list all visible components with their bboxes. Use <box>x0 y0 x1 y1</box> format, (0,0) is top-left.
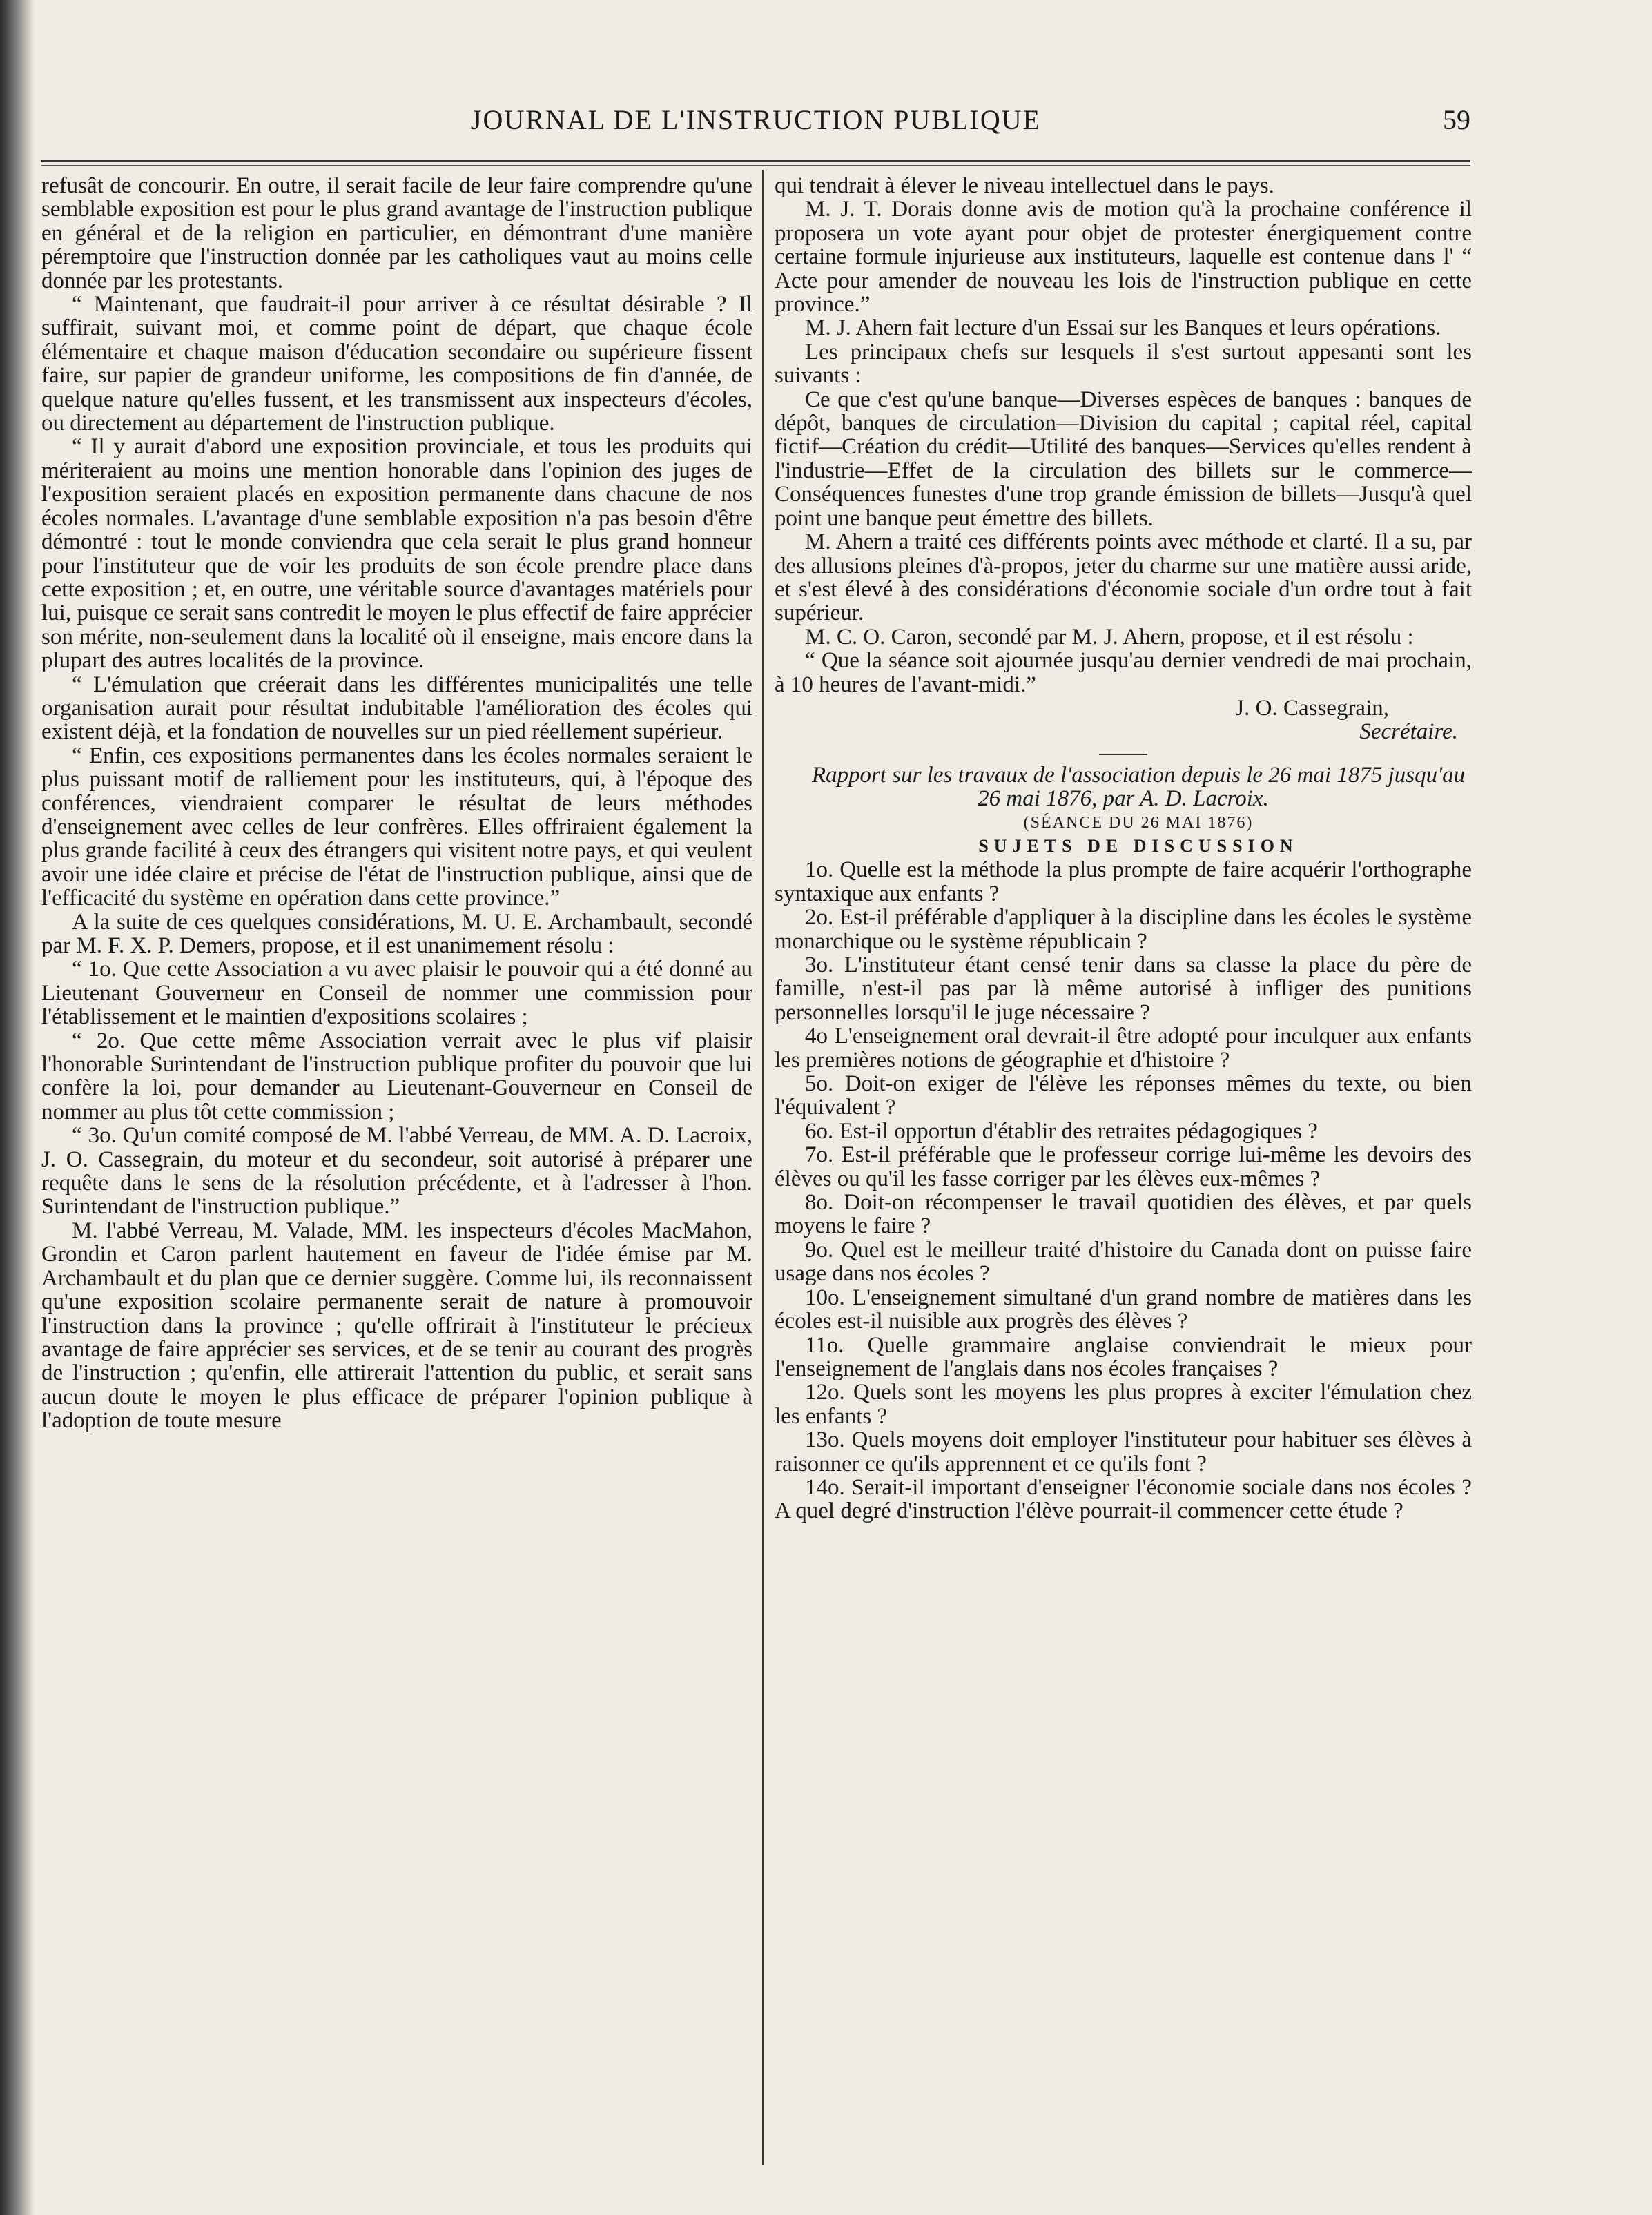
question-item: 7o. Est-il préférable que le professeur corrige lui-même les devoirs des élèves ou qu'il les fasse corriger par les élèves eux-mêmes ? <box>775 1142 1472 1191</box>
signature-name: J. O. Cassegrain, <box>1235 695 1389 721</box>
page-number: 59 <box>1443 104 1470 135</box>
paragraph: M. J. T. Dorais donne avis de motion qu'à la prochaine conférence il proposera un vote ayant pour objet de protester énergiquement contre certaine formule injurieuse aux instituteurs, laquelle est contenue dans l' “ Acte pour amender de nouveau les lois de l'instruction publique en cette province.” <box>775 197 1472 318</box>
question-item: 14o. Serait-il important d'enseigner l'économie sociale dans nos écoles ? A quel degré d'instruction l'élève pourrait-il commencer cette étude ? <box>775 1474 1472 1524</box>
question-item: 1o. Quelle est la méthode la plus prompte de faire acquérir l'orthographe syntaxique aux enfants ? <box>775 857 1472 906</box>
question-item: 3o. L'instituteur étant censé tenir dans sa classe la place du père de famille, n'est-il pas par là même autorisé à infliger des punitions personnelles lorsqu'il le juge nécessaire ? <box>775 953 1472 1025</box>
session-note: (SÉANCE DU 26 MAI 1876) <box>1023 813 1254 832</box>
question-item: 5o. Doit-on exiger de l'élève les réponses mêmes du texte, ou bien l'équivalent ? <box>775 1071 1472 1120</box>
paragraph: “ L'émulation que créerait dans les différentes municipalités une telle organisation aurait pour résultat indubitable l'amélioration des écoles qui existent déjà, et la fondation de nouvelles sur un pied réellement supérieur. <box>41 672 752 745</box>
question-item: 11o. Quelle grammaire anglaise conviendrait le mieux pour l'enseignement de l'anglais dans nos écoles françaises ? <box>775 1332 1472 1381</box>
paragraph: M. Ahern a traité ces différents points avec méthode et clarté. Il a su, par des allusions pleines d'à-propos, jeter du charme sur une matière aussi aride, et s'est élevé à des considérations d'économie sociale d'un ordre tout à fait supérieur. <box>775 529 1472 626</box>
section-separator <box>1099 754 1147 755</box>
paragraph: Ce que c'est qu'une banque—Diverses espèces de banques : banques de dépôt, banques de circulation—Division du capital ; capital réel, capital fictif—Création du crédit—Utilité des banques—Services qu'elles rendent à l'industrie—Effet de la circulation des billets sur le commerce—Conséquences funestes d'une trop grande émission de billets—Jusqu'à quel point une banque peut émettre des billets. <box>775 387 1472 531</box>
question-item: 4o L'enseignement oral devrait-il être adopté pour inculquer aux enfants les premières notions de géographie et d'histoire ? <box>775 1024 1472 1073</box>
left-column <box>41 174 752 2169</box>
resolution-2: “ 2o. Que cette même Association verrait avec le plus vif plaisir l'honorable Surintendant de l'instruction publique profiter du pouvoir que lui confère la loi, pour demander au Lieutenant-Gouverneur en Conseil de nommer au plus tôt cette commission ; <box>41 1028 752 1124</box>
journal-title: JOURNAL DE L'INSTRUCTION PUBLIQUE <box>470 104 1042 135</box>
question-item: 2o. Est-il préférable d'appliquer à la discipline dans les écoles le système monarchique ou le système républicain ? <box>775 905 1472 954</box>
paragraph: refusât de concourir. En outre, il serait facile de leur faire comprendre qu'une semblable exposition est pour le plus grand avantage de l'instruction publique en général et de la religion en particulier, en démontrant d'une manière péremptoire que l'instruction donnée par les catholiques vaut au moins celle donnée par les protestants. <box>41 174 752 293</box>
paragraph: “ Que la séance soit ajournée jusqu'au dernier vendredi de mai prochain, à 10 heures de l'avant-midi.” <box>775 648 1472 697</box>
paragraph: M. l'abbé Verreau, M. Valade, MM. les inspecteurs d'écoles MacMahon, Grondin et Caron parlent hautement en faveur de l'idée émise par M. Archambault et du plan que ce dernier suggère. Comme lui, ils reconnaissent qu'une exposition scolaire permanente serait de nature à promouvoir l'instruction dans la province ; qu'elle offrirait à l'instituteur le précieux avantage de faire apprécier ses services, et de se tenir au courant des progrès de l'instruction ; qu'enfin, elle attirerait l'attention du public, et serait sans aucun doute le moyen le plus efficace de préparer l'opinion publique à l'adoption de toute mesure <box>41 1218 752 1434</box>
subjects-heading: SUJETS DE DISCUSSION <box>978 835 1299 856</box>
question-item: 13o. Quels moyens doit employer l'instituteur pour habituer ses élèves à raisonner ce qu'ils apprennent et ce qu'ils font ? <box>775 1427 1472 1476</box>
report-title: Rapport sur les travaux de l'association depuis le 26 mai 1875 jusqu'au 26 mai 1876, par A. D. Lacroix. <box>811 762 1466 812</box>
paragraph: “ Enfin, ces expositions permanentes dans les écoles normales seraient le plus puissant motif de ralliement pour les instituteurs, qui, à l'époque des conférences, viendraient comparer le résultat de leurs méthodes d'enseignement avec celles de leur confrères. Elles offriraient également la plus grande facilité à ceux des étrangers qui visitent notre pays, et qui veulent avoir une idée claire et précise de l'état de l'instruction publique, ainsi que de l'efficacité du système en opération dans cette province.” <box>41 743 752 911</box>
right-column <box>775 174 1472 2169</box>
signature-role: Secrétaire. <box>1359 719 1458 745</box>
paragraph: M. J. Ahern fait lecture d'un Essai sur les Banques et leurs opérations. <box>805 315 1441 341</box>
page-binding-edge <box>0 0 35 2215</box>
question-item: 10o. L'enseignement simultané d'un grand nombre de matières dans les écoles est-il nuisible aux progrès des élèves ? <box>775 1285 1472 1334</box>
paragraph: A la suite de ces quelques considérations, M. U. E. Archambault, secondé par M. F. X. P. Demers, propose, et il est unanimement résolu : <box>41 909 752 958</box>
question-item: 8o. Doit-on récompenser le travail quotidien des élèves, et par quels moyens le faire ? <box>775 1190 1472 1239</box>
paragraph: qui tendrait à élever le niveau intellectuel dans le pays. <box>775 174 1274 198</box>
page-header <box>41 104 1470 145</box>
paragraph: M. C. O. Caron, secondé par M. J. Ahern, propose, et il est résolu : <box>805 624 1414 650</box>
column-divider <box>762 170 764 2165</box>
resolution-3: “ 3o. Qu'un comité composé de M. l'abbé Verreau, de MM. A. D. Lacroix, J. O. Cassegrain, du moteur et du secondeur, soit autorisé à préparer une requête dans le sens de la résolution précédente, et à l'adresser à l'hon. Surintendant de l'instruction publique.” <box>41 1123 752 1220</box>
resolution-1: “ 1o. Que cette Association a vu avec plaisir le pouvoir qui a été donné au Lieutenant Gouverneur en Conseil de nommer une commission pour l'établissement et le maintien d'expositions scolaires ; <box>41 957 752 1030</box>
paragraph: Les principaux chefs sur lesquels il s'est surtout appesanti sont les suivants : <box>775 339 1472 389</box>
question-item: 6o. Est-il opportun d'établir des retraites pédagogiques ? <box>805 1118 1318 1144</box>
paragraph: “ Il y aurait d'abord une exposition provinciale, et tous les produits qui mériteraient au moins une mention honorable dans l'opinion des juges de l'exposition seraient placés en exposition permanente dans chacune de nos écoles normales. L'avantage d'une semblable exposition n'a pas besoin d'être démontré : tout le monde conviendra que cela serait le plus grand honneur pour l'instituteur que de voir les produits de son école prendre place dans cette exposition ; et, en outre, une véritable source d'avantages matériels pour lui, puisque ce serait sans contredit le moyen le plus effectif de faire apprécier son mérite, non-seulement dans la localité où il enseigne, mais encore dans la plupart des autres localités de la province. <box>41 434 752 674</box>
paragraph: “ Maintenant, que faudrait-il pour arriver à ce résultat désirable ? Il suffirait, suivant moi, et comme point de départ, que chaque école élémentaire et chaque maison d'éducation secondaire ou supérieure fissent faire, sur papier de grandeur uniforme, les compositions de fin d'année, de quelque nature qu'elles fussent, et les transmissent aux inspecteurs d'écoles, ou directement au département de l'instruction publique. <box>41 292 752 436</box>
header-rule <box>41 160 1470 166</box>
question-item: 9o. Quel est le meilleur traité d'histoire du Canada dont on puisse faire usage dans nos écoles ? <box>775 1237 1472 1287</box>
question-item: 12o. Quels sont les moyens les plus propres à exciter l'émulation chez les enfants ? <box>775 1380 1472 1429</box>
